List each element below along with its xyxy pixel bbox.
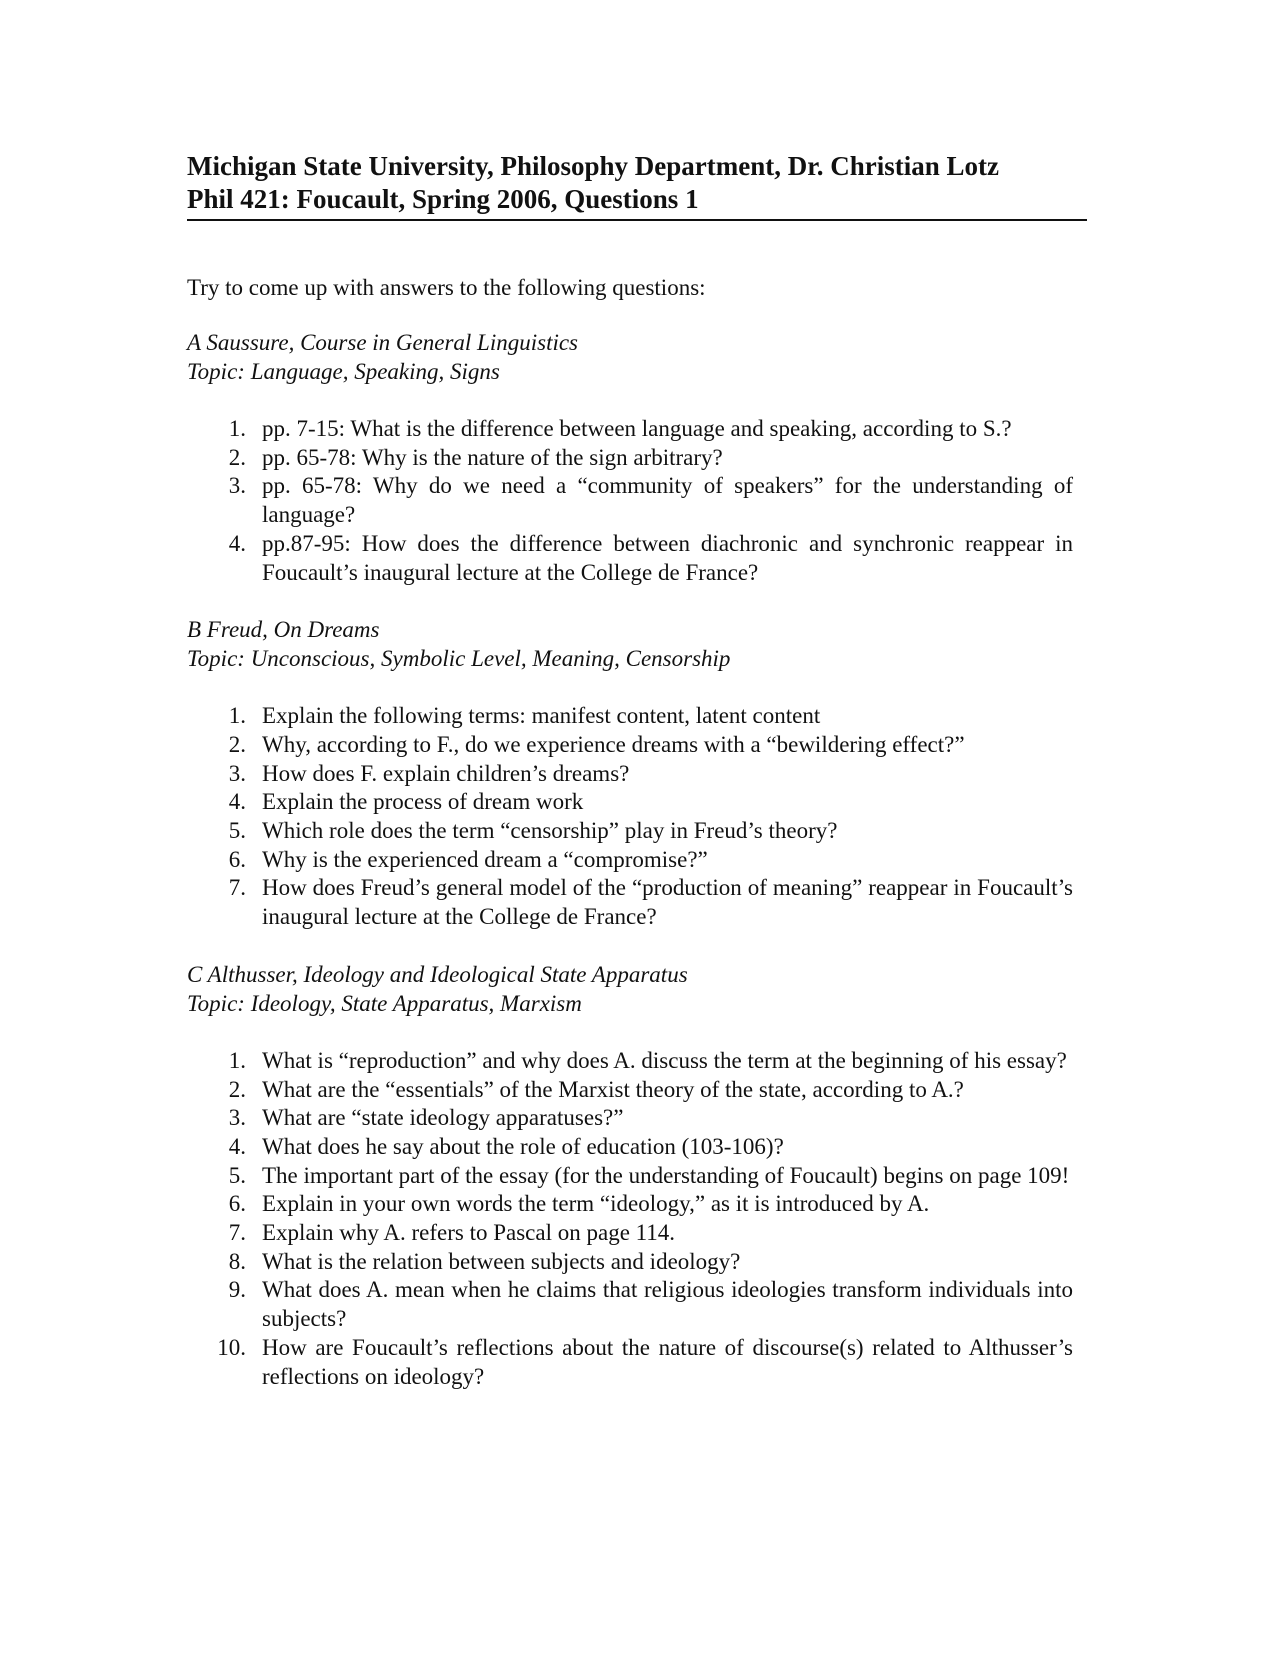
intro-text: Try to come up with answers to the following questions:	[187, 275, 706, 300]
question-item	[187, 1190, 1087, 1219]
section-topic: Topic: Language, Speaking, Signs	[187, 359, 500, 384]
section-topic: Topic: Ideology, State Apparatus, Marxism	[187, 990, 582, 1016]
question-number: 1 .	[187, 702, 246, 731]
question-item	[187, 415, 1087, 444]
header-line-university: Michigan State University, Philosophy Department, Dr. Christian Lotz	[187, 151, 999, 181]
question-number: 3 .	[187, 1104, 246, 1133]
question-number: 5 .	[187, 1162, 246, 1191]
question-text: Explain the following terms: manifest content, latent content	[262, 703, 821, 729]
question-text: What is “reproduction” and why does A. discuss the term at the beginning of his essay?	[262, 1047, 1067, 1073]
question-text: pp. 65-78: Why is the nature of the sign arbitrary?	[262, 444, 723, 470]
question-text: pp.87-95: How does the difference between diachronic and synchronic reappear in Foucault’s inaugural lecture at the College de France?	[262, 530, 1073, 585]
question-text: How does F. explain children’s dreams?	[262, 760, 630, 786]
question-text: pp. 7-15: What is the difference between language and speaking, according to S.?	[262, 416, 1012, 441]
section-althusser	[187, 960, 1087, 1391]
question-number: 2 .	[187, 444, 246, 473]
question-item	[187, 1076, 1087, 1105]
question-text: Why is the experienced dream a “compromise?”	[262, 846, 708, 872]
question-number: 4 .	[187, 1133, 246, 1162]
question-number: 5 .	[187, 817, 246, 846]
question-text: pp. 65-78: Why do we need a “community of speakers” for the understanding of language?	[262, 473, 1073, 528]
question-item	[187, 1047, 1087, 1076]
question-text: The important part of the essay (for the understanding of Foucault) begins on page 109!	[262, 1162, 1070, 1188]
question-number: 7 .	[187, 1219, 246, 1248]
question-number: 2 .	[187, 731, 246, 760]
question-item	[187, 817, 1087, 846]
section-freud	[187, 615, 1087, 932]
question-number: 4 .	[187, 788, 246, 817]
question-item	[187, 444, 1087, 473]
question-item	[187, 530, 1087, 587]
question-list	[187, 702, 1087, 932]
section-title: A Saussure, Course in General Linguistics	[187, 330, 579, 355]
question-number: 3 .	[187, 760, 246, 789]
question-item	[187, 1133, 1087, 1162]
question-item	[187, 874, 1087, 931]
question-number: 4 .	[187, 530, 246, 559]
question-text: Explain why A. refers to Pascal on page 114.	[262, 1220, 676, 1246]
question-number: 1 .	[187, 415, 246, 444]
section-title: C Althusser, Ideology and Ideological State Apparatus	[187, 961, 688, 987]
question-item	[187, 702, 1087, 731]
question-text: Which role does the term “censorship” play in Freud’s theory?	[262, 818, 838, 844]
question-number: 9 .	[187, 1276, 246, 1305]
question-item	[187, 1334, 1087, 1391]
section-saussure	[187, 328, 1087, 587]
section-topic: Topic: Unconscious, Symbolic Level, Meaning, Censorship	[187, 646, 731, 672]
question-item	[187, 731, 1087, 760]
question-item	[187, 1104, 1087, 1133]
question-number: 6 .	[187, 846, 246, 875]
question-number: 10 .	[187, 1334, 246, 1363]
question-text: What are the “essentials” of the Marxist theory of the state, according to A.?	[262, 1076, 964, 1102]
question-item	[187, 1276, 1087, 1333]
question-number: 7 .	[187, 874, 246, 903]
question-number: 3 .	[187, 472, 246, 501]
header-line-course: Phil 421: Foucault, Spring 2006, Questions 1	[187, 184, 699, 214]
question-text: What does A. mean when he claims that religious ideologies transform individuals into subjects?	[262, 1277, 1073, 1332]
question-item	[187, 472, 1087, 529]
question-item	[187, 1219, 1087, 1248]
question-text: What are “state ideology apparatuses?”	[262, 1105, 624, 1131]
question-number: 6 .	[187, 1190, 246, 1219]
question-list	[187, 415, 1087, 587]
document-page	[187, 150, 1087, 1391]
document-header	[187, 150, 1087, 221]
question-item	[187, 788, 1087, 817]
question-item	[187, 846, 1087, 875]
question-text: Why, according to F., do we experience dreams with a “bewildering effect?”	[262, 731, 965, 757]
question-text: How does Freud’s general model of the “production of meaning” reappear in Foucault’s inaugural lecture at the College de France?	[262, 875, 1073, 930]
question-text: Explain the process of dream work	[262, 789, 584, 815]
question-item	[187, 760, 1087, 789]
question-text: What is the relation between subjects and ideology?	[262, 1248, 741, 1274]
question-list	[187, 1047, 1087, 1391]
question-number: 8 .	[187, 1248, 246, 1277]
question-text: Explain in your own words the term “ideology,” as it is introduced by A.	[262, 1191, 930, 1217]
question-text: How are Foucault’s reflections about the nature of discourse(s) related to Althusser’s reflections on ideology?	[262, 1334, 1073, 1389]
question-item	[187, 1248, 1087, 1277]
section-title: B Freud, On Dreams	[187, 617, 380, 643]
question-item	[187, 1162, 1087, 1191]
question-number: 1 .	[187, 1047, 246, 1076]
question-text: What does he say about the role of education (103-106)?	[262, 1133, 784, 1159]
question-number: 2 .	[187, 1076, 246, 1105]
